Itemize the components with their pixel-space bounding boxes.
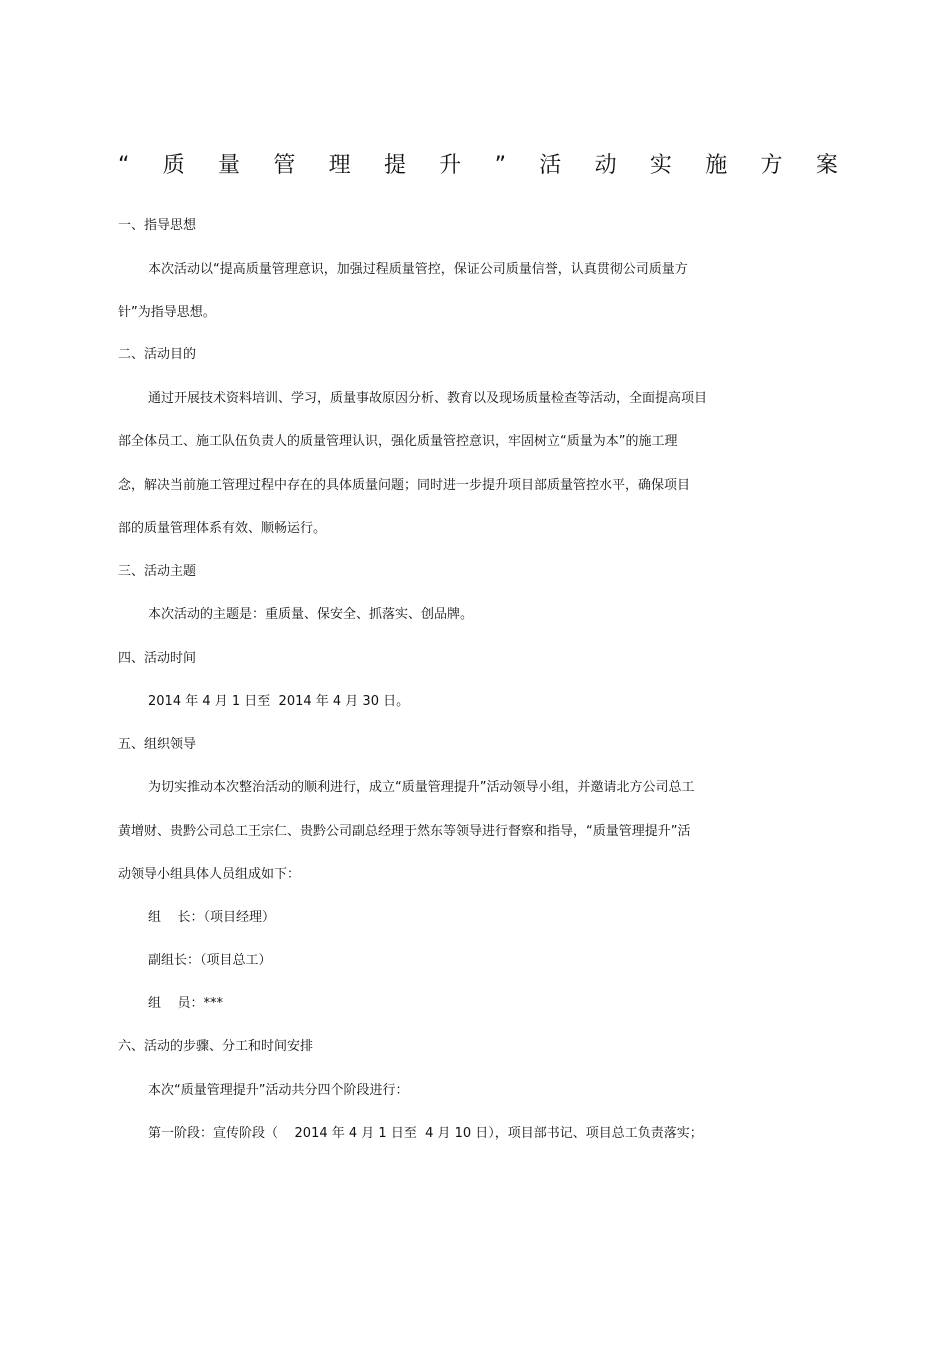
title-char: 案 [815, 153, 838, 178]
document-title [118, 150, 838, 182]
section-heading: 六、活动的步骤、分工和时间安排 [118, 1039, 314, 1054]
paragraph-line: 本次“质量管理提升”活动共分四个阶段进行： [148, 1083, 409, 1098]
title-char: 升 [439, 153, 462, 178]
paragraph-line: 部的质量管理体系有效、顺畅运行。 [118, 521, 327, 536]
title-char: ” [494, 153, 506, 178]
title-char: 质 [162, 153, 185, 178]
paragraph-line: 通过开展技术资料培训、学习，质量事故原因分析、教育以及现场质量检查等活动，全面提高项目 [148, 391, 708, 406]
title-char: 理 [328, 153, 351, 178]
title-char: 提 [383, 153, 406, 178]
section-heading: 五、组织领导 [118, 737, 197, 752]
title-char: 施 [705, 153, 728, 178]
paragraph-line: 为切实推动本次整治活动的顺利进行，成立“质量管理提升”活动领导小组，并邀请北方公司总工 [148, 780, 695, 795]
paragraph-line: 针”为指导思想。 [118, 305, 216, 320]
title-char: 量 [218, 153, 241, 178]
paragraph-line: 第一阶段：宣传阶段（ 2014 年 4 月 1 日至 4 月 10 日），项目部书记、项目总工负责落实； [148, 1126, 703, 1141]
title-char: 活 [539, 153, 562, 178]
title-char: 动 [594, 153, 617, 178]
title-char: 方 [760, 153, 783, 178]
vice-leader-line: 副组长：（项目总工） [148, 953, 272, 968]
paragraph-line: 2014 年 4 月 1 日至 2014 年 4 月 30 日。 [148, 694, 410, 709]
section-heading: 一、指导思想 [118, 218, 197, 233]
paragraph-line: 动领导小组具体人员组成如下： [118, 867, 301, 882]
paragraph-line: 本次活动以“提高质量管理意识，加强过程质量管控，保证公司质量信誉，认真贯彻公司质量方 [148, 262, 688, 277]
section-heading: 二、活动目的 [118, 347, 197, 362]
paragraph-line: 黄增财、贵黔公司总工王宗仁、贵黔公司副总经理于然东等领导进行督察和指导，“质量管理提升”活 [118, 824, 691, 839]
member-line: 组 员：*** [148, 996, 224, 1011]
title-char: 管 [273, 153, 296, 178]
paragraph-line: 念，解决当前施工管理过程中存在的具体质量问题；同时进一步提升项目部质量管控水平，确保项目 [118, 478, 691, 493]
title-char: “ [118, 153, 130, 178]
title-char: 实 [649, 153, 672, 178]
leader-line: 组 长：（项目经理） [148, 910, 276, 925]
paragraph-line: 本次活动的主题是：重质量、保安全、抓落实、创品牌。 [148, 607, 474, 622]
section-heading: 三、活动主题 [118, 564, 197, 579]
section-heading: 四、活动时间 [118, 651, 197, 666]
paragraph-line: 部全体员工、施工队伍负责人的质量管理认识，强化质量管控意识，牢固树立“质量为本”的施工理 [118, 434, 678, 449]
